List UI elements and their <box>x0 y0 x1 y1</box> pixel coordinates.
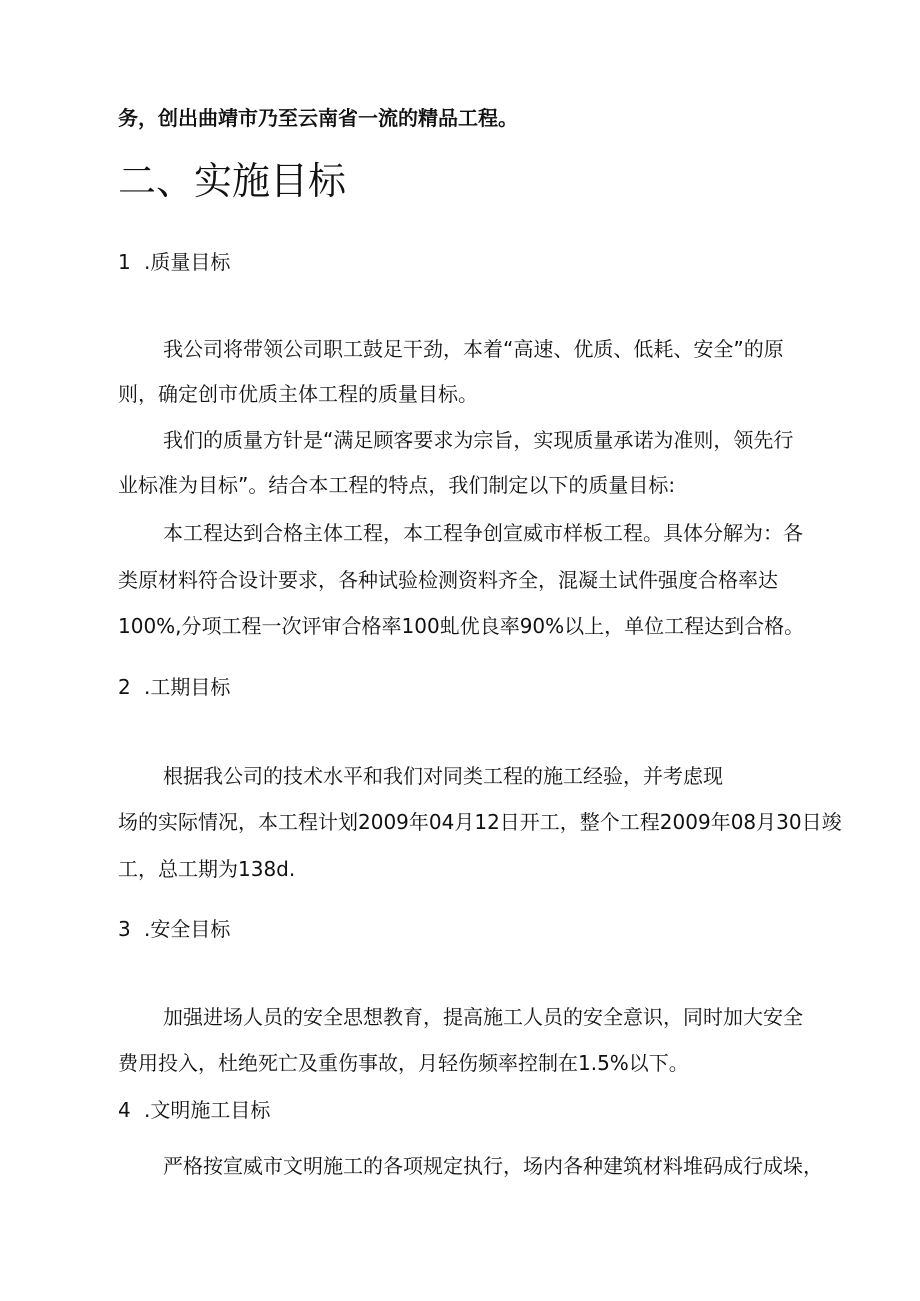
paragraph-line: 费用投入，杜绝死亡及重伤事故，月轻伤频率控制在1.5%以下。 <box>118 1051 689 1075</box>
paragraph-line: 则，确定创市优质主体工程的质量目标。 <box>118 382 478 406</box>
paragraph-line: 我们的质量方针是“满足顾客要求为宗旨，实现质量承诺为准则，领先行 <box>163 428 794 452</box>
section-title: .工期目标 <box>144 675 231 699</box>
section-title-schedule <box>118 673 230 701</box>
section-number: 2 <box>118 675 131 699</box>
paragraph-line: 业标准为目标”。结合本工程的特点，我们制定以下的质量目标: <box>118 473 676 497</box>
paragraph-line: 场的实际情况，本工程计划2009年04月12日开工，整个工程2009年08月30日竣 <box>118 810 842 834</box>
section-heading: 二、实施目标 <box>118 159 347 203</box>
paragraph-line: 100%,分项工程一次评审合格率100虬优良率90%以上，单位工程达到合格。 <box>118 614 805 638</box>
paragraph-line: 类原材料符合设计要求，各种试验检测资料齐全，混凝土试件强度合格率达 <box>118 568 778 592</box>
section-title-civilized <box>118 1096 270 1124</box>
section-number: 3 <box>118 917 131 941</box>
section-title: .安全目标 <box>144 917 231 941</box>
section-title-quality <box>118 248 230 276</box>
paragraph-line: 根据我公司的技术水平和我们对同类工程的施工经验，并考虑现 <box>163 764 723 788</box>
paragraph-line: 工，总工期为138d. <box>118 857 296 881</box>
section-title: .文明施工目标 <box>144 1098 271 1122</box>
paragraph-line: 本工程达到合格主体工程，本工程争创宣威市样板工程。具体分解为：各 <box>163 521 803 545</box>
paragraph-line: 严格按宣威市文明施工的各项规定执行，场内各种建筑材料堆码成行成垛， <box>163 1154 823 1178</box>
section-number: 4 <box>118 1098 131 1122</box>
intro-line: 务，创出曲靖市乃至云南省一流的精品工程。 <box>118 106 518 130</box>
section-title: .质量目标 <box>144 250 231 274</box>
paragraph-line: 加强进场人员的安全思想教育，提高施工人员的安全意识，同时加大安全 <box>163 1005 803 1029</box>
section-title-safety <box>118 915 230 943</box>
section-number: 1 <box>118 250 131 274</box>
paragraph-line: 我公司将带领公司职工鼓足干劲，本着“高速、优质、低耗、安全”的原 <box>163 337 784 361</box>
